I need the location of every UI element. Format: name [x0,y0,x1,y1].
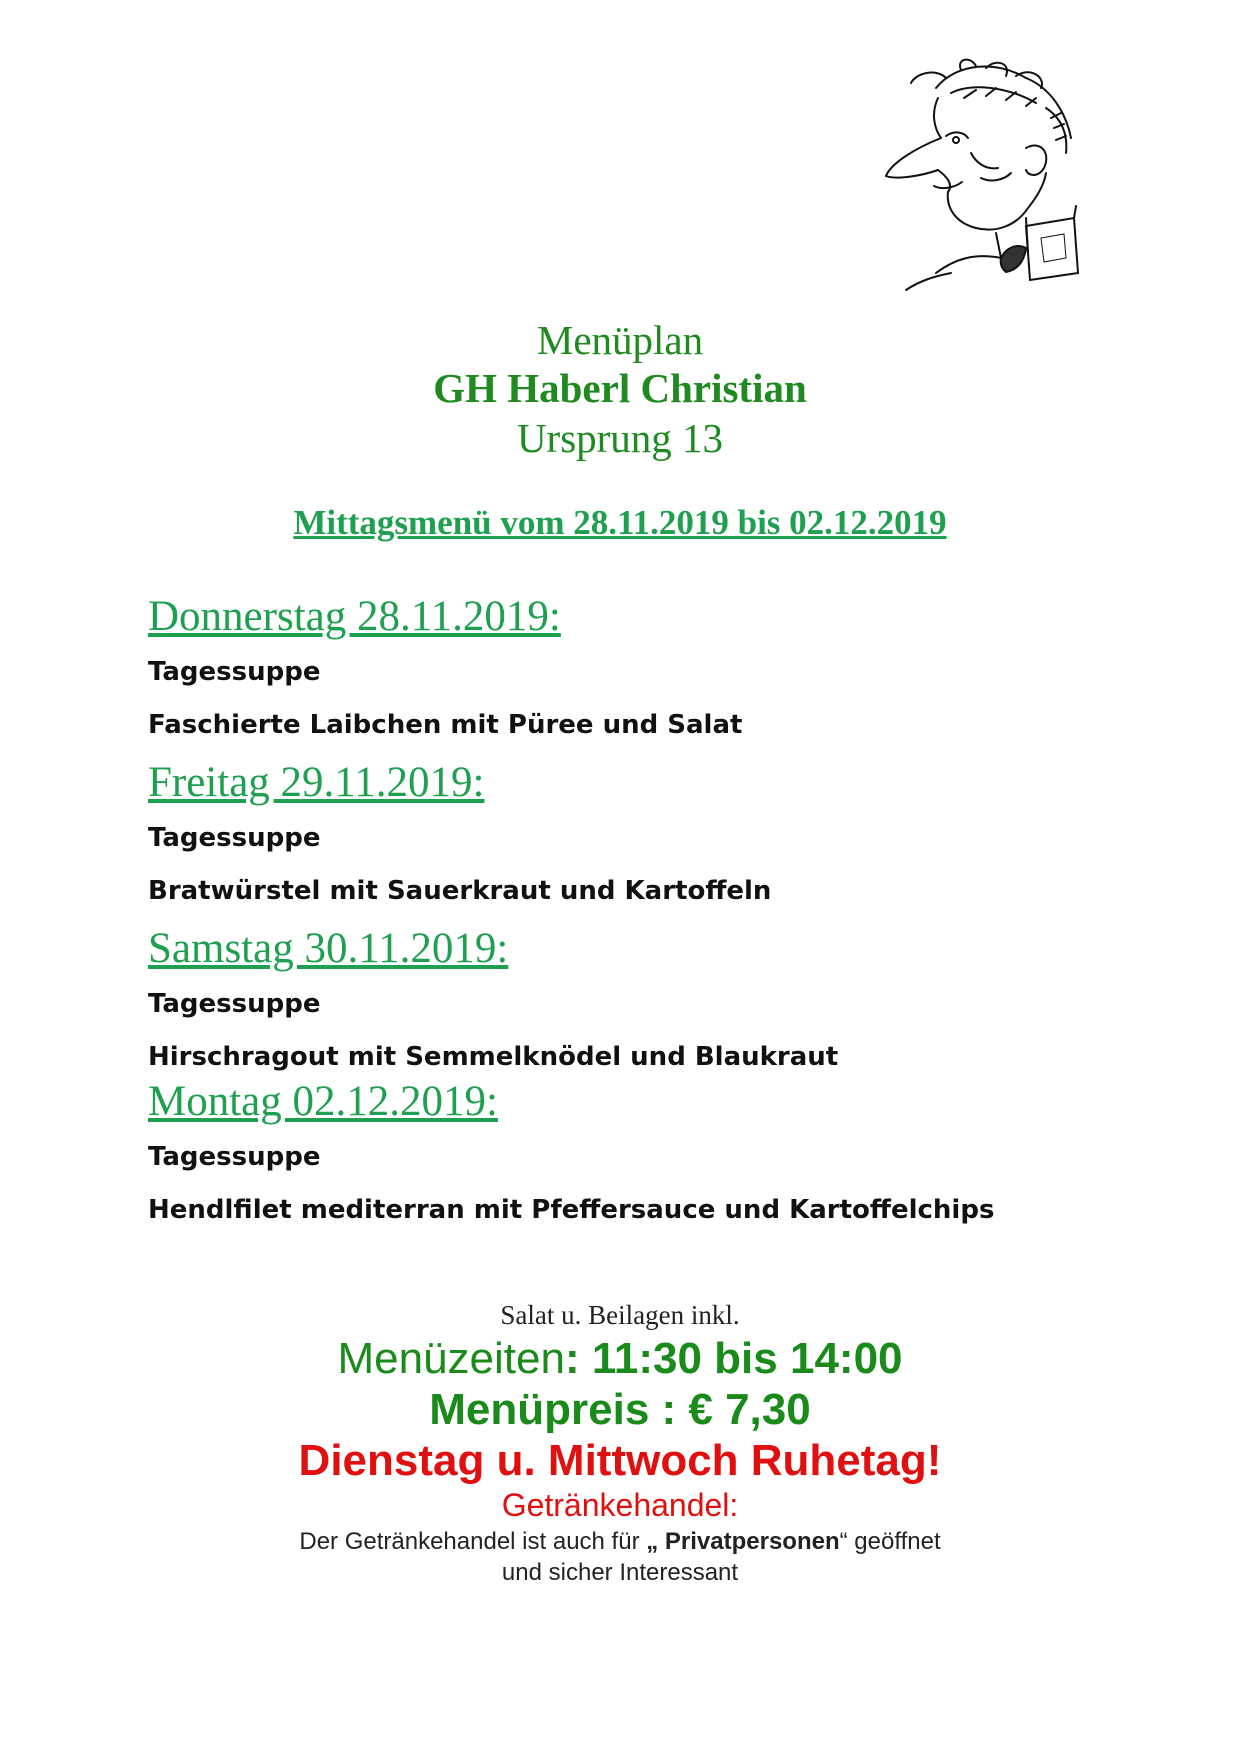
day-heading: Donnerstag 28.11.2019: [148,593,561,640]
day-main-dish: Hendlfilet mediterran mit Pfeffersauce und Kartoffelchips [148,1195,995,1225]
caricature-icon [876,58,1108,320]
date-range-heading: Mittagsmenü vom 28.11.2019 bis 02.12.2019 [293,503,947,542]
day-main-dish: Hirschragout mit Semmelknödel und Blaukraut [148,1042,839,1072]
closed-days: Dienstag u. Mittwoch Ruhetag! [298,1436,942,1485]
day-heading: Montag 02.12.2019: [148,1078,498,1125]
day-soup: Tagessuppe [148,1142,321,1172]
beverage-note-bold: „ Privatpersonen [646,1528,840,1555]
beverage-note [0,1528,1240,1556]
day-main-dish: Faschierte Laibchen mit Püree und Salat [148,710,743,740]
beverage-note-post: “ geöffnet [839,1528,941,1555]
menu-price: Menüpreis : € 7,30 [429,1385,811,1434]
menu-title: Menüplan [536,317,704,363]
beverage-note-line2: und sicher Interessant [501,1559,739,1586]
day-heading: Freitag 29.11.2019: [148,759,485,806]
beverage-title: Getränkehandel: [501,1487,739,1523]
restaurant-name: GH Haberl Christian [433,365,807,411]
day-heading: Samstag 30.11.2019: [148,925,509,972]
menu-times-label: Menüzeiten [337,1334,565,1383]
day-soup: Tagessuppe [148,657,321,687]
menu-times-value: : 11:30 bis 14:00 [564,1334,903,1383]
day-soup: Tagessuppe [148,823,321,853]
beverage-note-pre: Der Getränkehandel ist auch für [299,1528,647,1555]
day-main-dish: Bratwürstel mit Sauerkraut und Kartoffeln [148,876,772,906]
menu-times [0,1334,1240,1384]
restaurant-address: Ursprung 13 [516,415,724,461]
included-note: Salat u. Beilagen inkl. [500,1300,740,1330]
day-soup: Tagessuppe [148,989,321,1019]
